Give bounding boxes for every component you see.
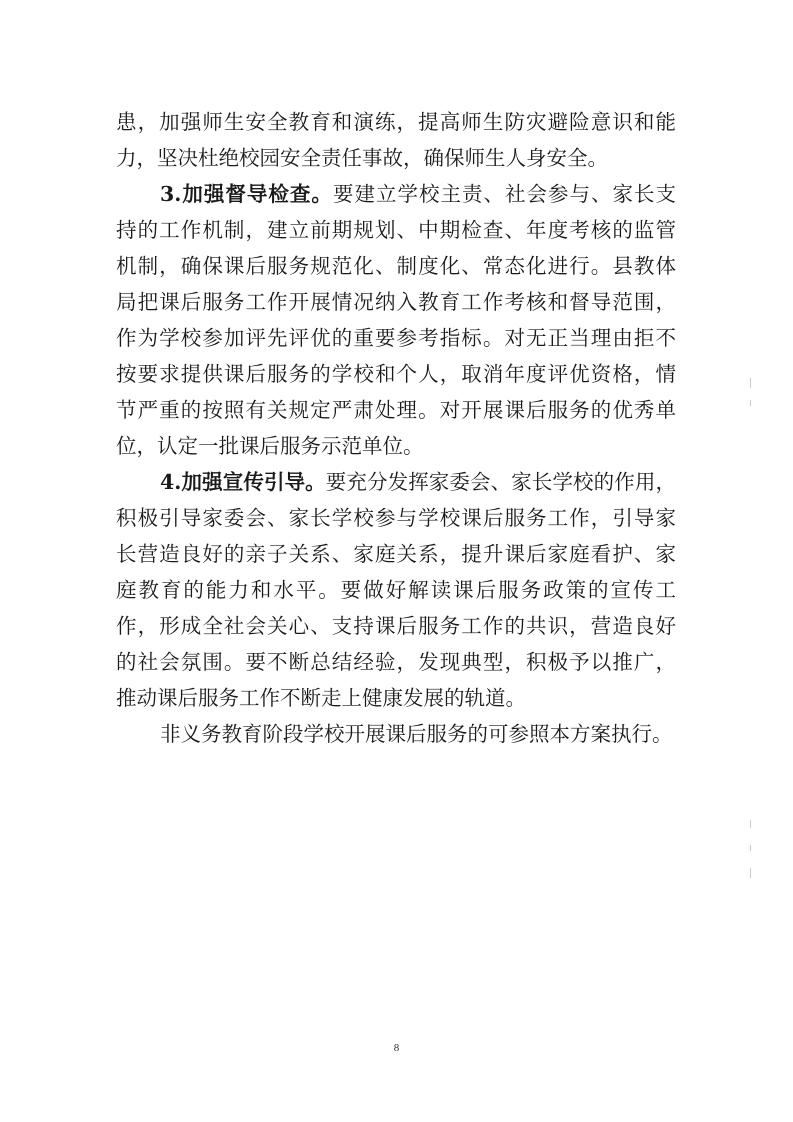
text-line: 作为学校参加评先评优的重要参考指标。对无正当理由拒不: [116, 326, 676, 350]
text-line: [116, 176, 676, 212]
section-heading: 4.加强宣传引导。: [160, 470, 326, 494]
text-line: 局把课后服务工作开展情况纳入教育工作考核和督导范围，: [116, 290, 676, 314]
text-line: 按要求提供课后服务的学校和个人，取消年度评优资格，情: [116, 362, 676, 386]
section-heading: 3.加强督导检查。: [160, 182, 333, 206]
text-run: 要充分发挥家委会、家长学校的作用，: [325, 470, 676, 494]
text-line: 持的工作机制，建立前期规划、中期检查、年度考核的监管: [116, 218, 676, 242]
scan-mark: [750, 820, 751, 828]
text-run: 要建立学校主责、社会参与、家长支: [332, 182, 676, 206]
text-line: 的社会氛围。要不断总结经验，发现典型，积极予以推广，: [116, 650, 676, 674]
scan-mark: [750, 400, 751, 406]
scan-mark: [750, 378, 751, 388]
body-text: [116, 104, 676, 752]
text-line: 非义务教育阶段学校开展课后服务的可参照本方案执行。: [160, 722, 673, 746]
text-line: 推动课后服务工作不断走上健康发展的轨道。: [116, 686, 526, 710]
scan-mark: [750, 845, 751, 851]
page-number: 8: [393, 1042, 400, 1054]
text-line: [116, 464, 676, 500]
scan-mark: [750, 868, 751, 878]
text-line: 庭教育的能力和水平。要做好解读课后服务政策的宣传工: [116, 578, 676, 602]
text-line: 作，形成全社会关心、支持课后服务工作的共识，营造良好: [116, 614, 676, 638]
text-line: 位，认定一批课后服务示范单位。: [116, 434, 424, 458]
text-line: 患，加强师生安全教育和演练，提高师生防灾避险意识和能: [116, 110, 676, 134]
text-line: 积极引导家委会、家长学校参与学校课后服务工作，引导家: [116, 506, 676, 530]
text-line: 长营造良好的亲子关系、家庭关系，提升课后家庭看护、家: [116, 542, 676, 566]
text-line: 力，坚决杜绝校园安全责任事故，确保师生人身安全。: [116, 146, 608, 170]
text-line: 节严重的按照有关规定严肃处理。对开展课后服务的优秀单: [116, 398, 676, 422]
text-line: 机制，确保课后服务规范化、制度化、常态化进行。县教体: [116, 254, 676, 278]
